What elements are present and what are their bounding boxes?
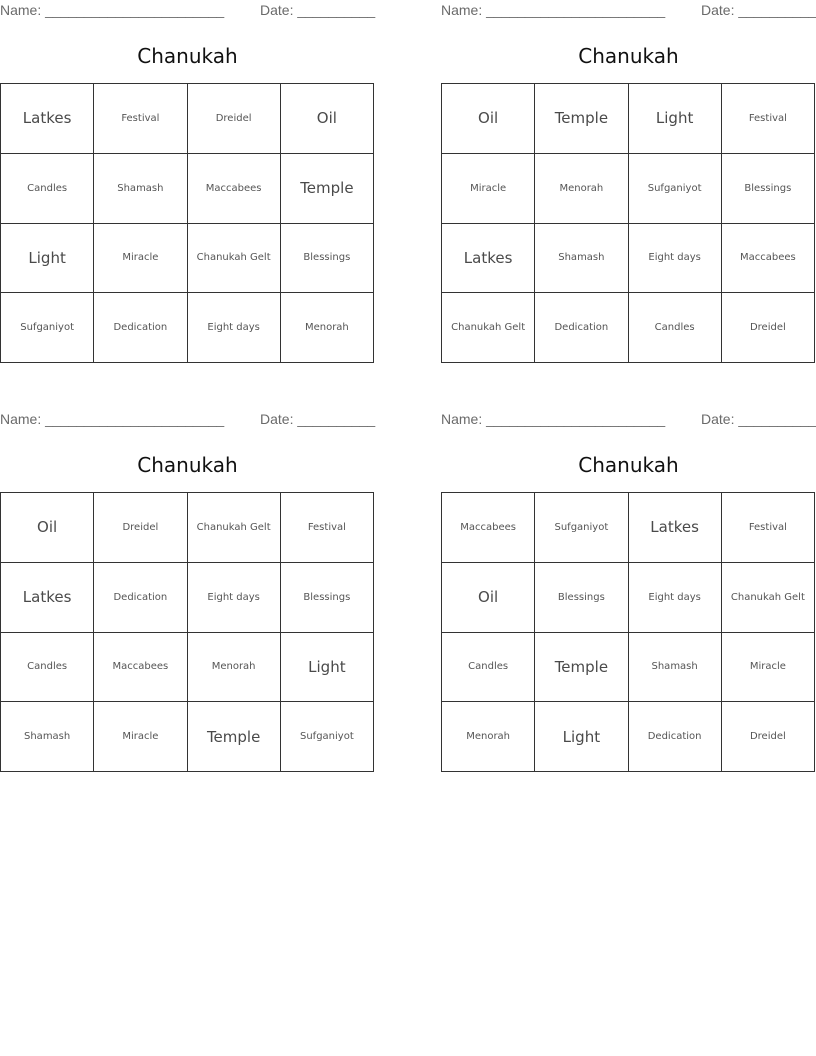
bingo-cell: Menorah [188, 633, 281, 703]
bingo-cell: Sufganiyot [281, 702, 374, 772]
bingo-cell: Dreidel [94, 493, 187, 563]
bingo-cell: Dreidel [188, 84, 281, 154]
bingo-grid [0, 492, 374, 772]
bingo-cell: Latkes [629, 493, 722, 563]
bingo-cell: Festival [722, 84, 815, 154]
bingo-cell: Light [535, 702, 628, 772]
bingo-grid [441, 492, 815, 772]
bingo-cell: Maccabees [442, 493, 535, 563]
bingo-cell: Shamash [535, 224, 628, 294]
date-field: Date: __________ [260, 411, 376, 427]
bingo-cell: Candles [629, 293, 722, 363]
bingo-cell: Miracle [94, 702, 187, 772]
name-field: Name: _______________________ [0, 2, 225, 18]
bingo-cell: Chanukah Gelt [442, 293, 535, 363]
bingo-cell: Blessings [281, 224, 374, 294]
bingo-cell: Dreidel [722, 293, 815, 363]
bingo-cell: Festival [722, 493, 815, 563]
date-field: Date: __________ [701, 2, 816, 18]
bingo-cell: Dreidel [722, 702, 815, 772]
bingo-cell: Festival [281, 493, 374, 563]
bingo-cell: Sufganiyot [629, 154, 722, 224]
bingo-cell: Blessings [281, 563, 374, 633]
bingo-cell: Maccabees [722, 224, 815, 294]
bingo-cell: Candles [442, 633, 535, 703]
name-field: Name: _______________________ [441, 2, 666, 18]
bingo-cell: Menorah [535, 154, 628, 224]
bingo-cell: Light [281, 633, 374, 703]
bingo-cell: Temple [281, 154, 374, 224]
bingo-cell: Chanukah Gelt [188, 224, 281, 294]
bingo-cell: Dedication [535, 293, 628, 363]
bingo-cell: Oil [281, 84, 374, 154]
bingo-cell: Menorah [281, 293, 374, 363]
bingo-cell: Oil [442, 563, 535, 633]
bingo-cell: Oil [1, 493, 94, 563]
bingo-cell: Dedication [629, 702, 722, 772]
name-field: Name: _______________________ [0, 411, 225, 427]
bingo-cell: Blessings [722, 154, 815, 224]
bingo-cell: Temple [188, 702, 281, 772]
date-field: Date: __________ [260, 2, 376, 18]
bingo-cell: Sufganiyot [1, 293, 94, 363]
card-header [441, 2, 816, 22]
bingo-cell: Maccabees [188, 154, 281, 224]
bingo-grid [0, 83, 374, 363]
bingo-cell: Temple [535, 633, 628, 703]
bingo-cell: Chanukah Gelt [188, 493, 281, 563]
bingo-cell: Miracle [442, 154, 535, 224]
card-title: Chanukah [578, 453, 679, 477]
bingo-cell: Eight days [629, 563, 722, 633]
bingo-cell: Latkes [442, 224, 535, 294]
card-title: Chanukah [137, 44, 238, 68]
bingo-cell: Eight days [629, 224, 722, 294]
bingo-cell: Oil [442, 84, 535, 154]
bingo-cell: Miracle [722, 633, 815, 703]
bingo-cell: Menorah [442, 702, 535, 772]
name-field: Name: _______________________ [441, 411, 666, 427]
card-header [0, 2, 375, 22]
bingo-cell: Dedication [94, 563, 187, 633]
bingo-cell: Blessings [535, 563, 628, 633]
bingo-cell: Latkes [1, 84, 94, 154]
bingo-cell: Light [629, 84, 722, 154]
bingo-cell: Latkes [1, 563, 94, 633]
card-header [441, 411, 816, 431]
bingo-cell: Dedication [94, 293, 187, 363]
bingo-cell: Miracle [94, 224, 187, 294]
bingo-cell: Maccabees [94, 633, 187, 703]
card-title: Chanukah [137, 453, 238, 477]
bingo-cell: Eight days [188, 563, 281, 633]
bingo-cell: Eight days [188, 293, 281, 363]
bingo-cell: Candles [1, 633, 94, 703]
bingo-cell: Shamash [94, 154, 187, 224]
bingo-cell: Shamash [1, 702, 94, 772]
card-title: Chanukah [578, 44, 679, 68]
bingo-cell: Festival [94, 84, 187, 154]
date-field: Date: __________ [701, 411, 816, 427]
bingo-cell: Temple [535, 84, 628, 154]
bingo-cell: Candles [1, 154, 94, 224]
card-header [0, 411, 375, 431]
bingo-grid [441, 83, 815, 363]
bingo-cell: Chanukah Gelt [722, 563, 815, 633]
bingo-cell: Sufganiyot [535, 493, 628, 563]
bingo-cell: Light [1, 224, 94, 294]
bingo-cell: Shamash [629, 633, 722, 703]
